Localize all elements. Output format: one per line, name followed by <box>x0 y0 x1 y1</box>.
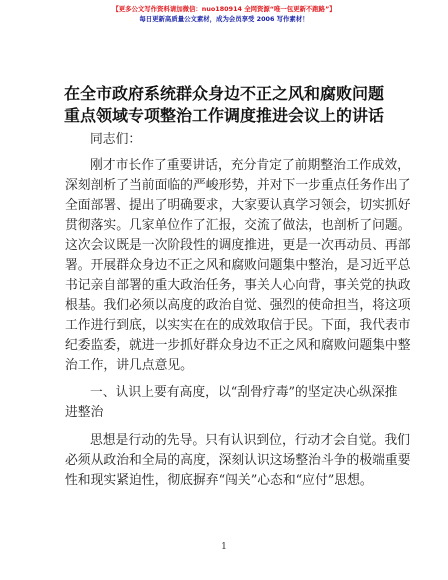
body-line: 根基。我们必须以高度的政治自觉、强烈的使命担当，将这项 <box>65 298 411 313</box>
section-heading: 一、认识上要有高度，以“刮骨疗毒”的坚定决心纵深推 <box>90 385 398 400</box>
section-heading-continued: 进整治 <box>65 405 104 420</box>
document-title-line-2: 重点领域专项整治工作调度推进会议上的讲话 <box>63 106 384 125</box>
page-number: 1 <box>221 542 227 552</box>
document-title-line-1: 在全市政府系统群众身边不正之风和腐败问题 <box>63 84 384 103</box>
body-line: 署。开展群众身边不正之风和腐败问题集中整治，是习近平总 <box>65 258 411 273</box>
body-line: 纪委监委，就进一步抓好群众身边不正之风和腐败问题集中整 <box>65 338 411 353</box>
body-line: 必须从政治和全局的高度，深刻认识这场整治斗争的极端重要 <box>65 453 411 468</box>
body-line: 性和现实紧迫性，彻底摒弃“闯关”心态和“应付”思想。 <box>65 473 373 488</box>
promo-banner-line-2: 每日更新高质量公文素材，成为会员享受 2006 写作素材！ <box>139 15 309 23</box>
body-line: 治工作，讲几点意见。 <box>65 358 193 373</box>
body-line: 这次会议既是一次阶段性的调度推进，更是一次再动员、再部 <box>65 238 411 253</box>
body-line: 刚才市长作了重要讲话，充分肯定了前期整治工作成效， <box>90 158 410 173</box>
salutation: 同志们： <box>90 132 142 147</box>
body-line: 全面部署、提出了明确要求，大家要认真学习领会，切实抓好 <box>65 198 411 213</box>
promo-banner-line-1: 【更多公文写作资料请加微信：nuo180914 全网资源“唯一包更新不跑路”】 <box>112 5 336 13</box>
body-line: 贯彻落实。几家单位作了汇报，交流了做法，也剖析了问题。 <box>65 218 411 233</box>
body-line: 思想是行动的先导。只有认识到位，行动才会自觉。我们 <box>90 433 410 448</box>
body-line: 工作进行到底，以实实在在的成效取信于民。下面，我代表市 <box>65 318 411 333</box>
body-line: 深刻剖析了当前面临的严峻形势，并对下一步重点任务作出了 <box>65 178 411 193</box>
body-line: 书记亲自部署的重大政治任务，事关人心向背，事关党的执政 <box>65 278 411 293</box>
